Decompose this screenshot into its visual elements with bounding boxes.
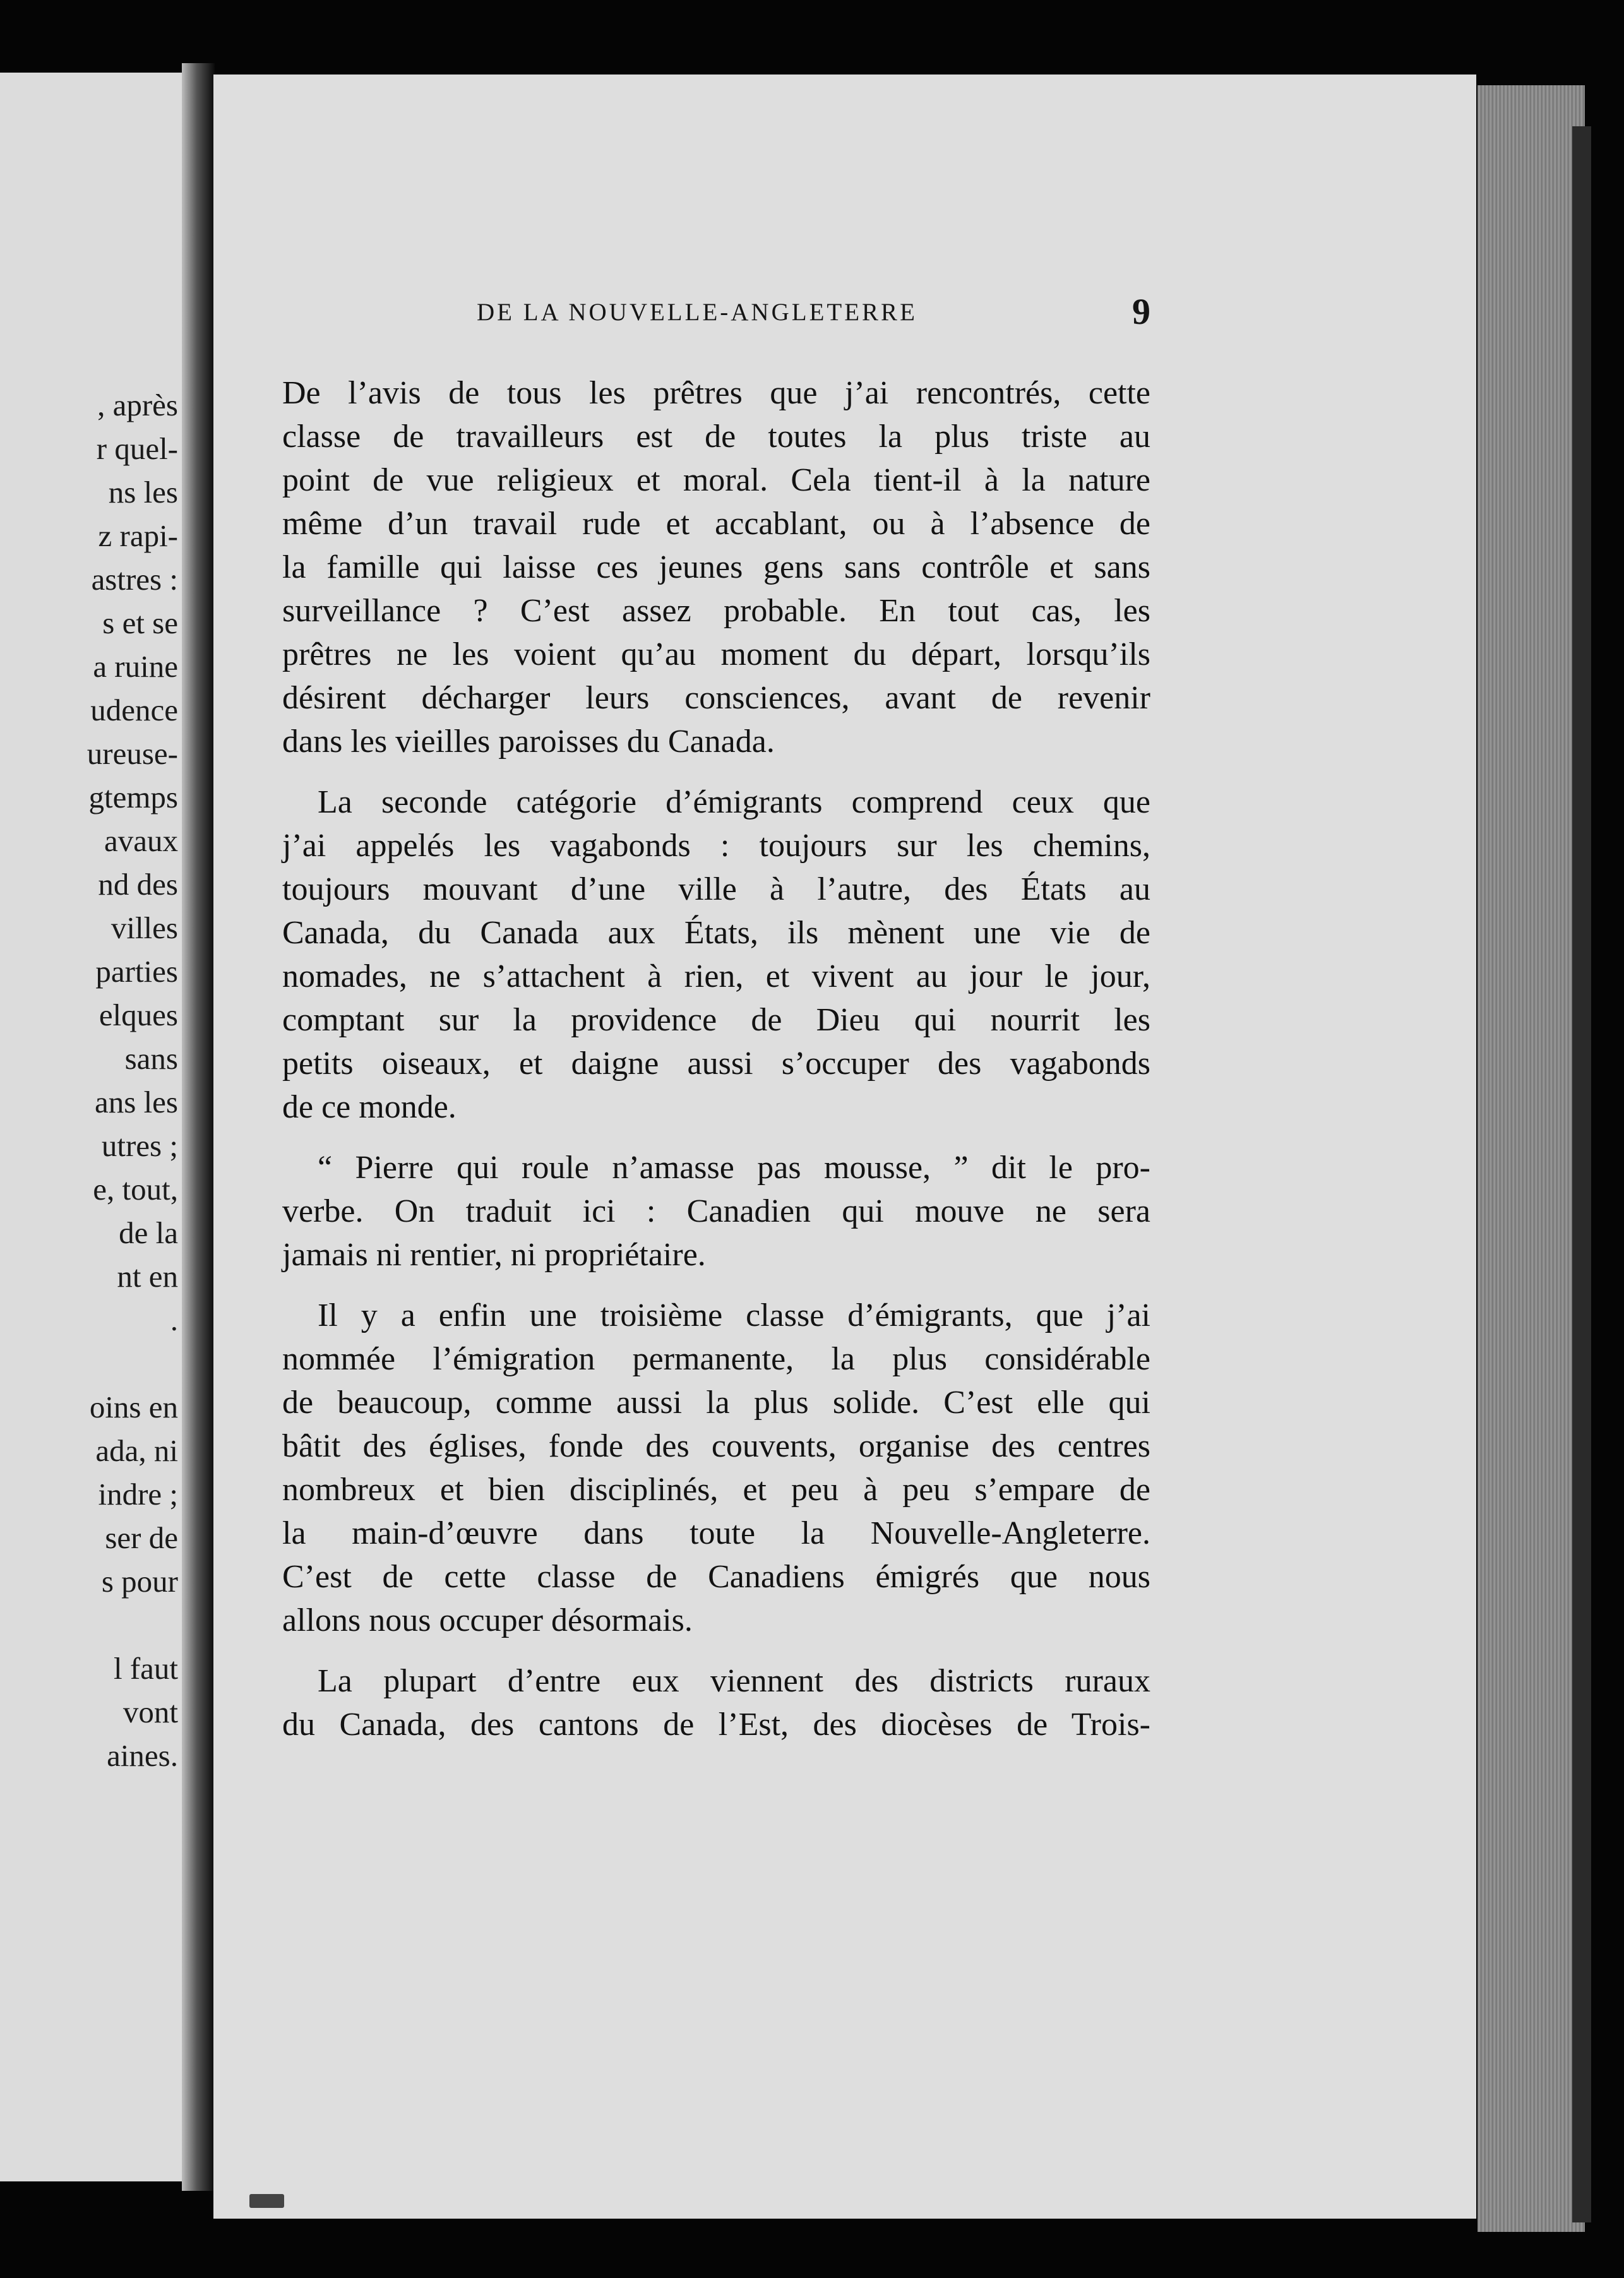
book-gutter (182, 63, 215, 2191)
facing-page-line: s pour (101, 1564, 178, 1599)
text-line: de beaucoup, comme aussi la plus solide. C’est elle qui (282, 1385, 1150, 1421)
text-line: nomades, ne s’attachent à rien, et vivent au jour le jour, (282, 958, 1150, 994)
text-line: verbe. On traduit ici : Canadien qui mouve ne sera (282, 1193, 1150, 1229)
facing-page-line: utres ; (101, 1128, 178, 1163)
facing-page-line: e, tout, (93, 1172, 178, 1207)
text-line: De l’avis de tous les prêtres que j’ai rencontrés, cette (282, 375, 1150, 411)
text-line: C’est de cette classe de Canadiens émigrés que nous (282, 1559, 1150, 1595)
text-line: petits oiseaux, et daigne aussi s’occuper des vagabonds (282, 1046, 1150, 1082)
facing-page-line: udence (90, 693, 178, 727)
text-line: de ce monde. (282, 1089, 457, 1125)
text-line: la famille qui laisse ces jeunes gens sans contrôle et sans (282, 549, 1150, 585)
facing-page-line: astres : (91, 562, 178, 597)
text-line: nommée l’émigration permanente, la plus considérable (282, 1341, 1150, 1377)
paragraph (282, 1294, 1150, 1642)
facing-page-line: indre ; (98, 1477, 178, 1512)
text-line: point de vue religieux et moral. Cela tient-il à la nature (282, 462, 1150, 498)
page-number: 9 (1132, 291, 1150, 332)
facing-page-text (1, 383, 178, 1777)
text-line: “ Pierre qui roule n’amasse pas mousse, ” dit le pro- (318, 1150, 1150, 1186)
facing-page-line: z rapi- (98, 518, 178, 553)
text-line: toujours mouvant d’une ville à l’autre, des États au (282, 871, 1150, 907)
facing-page-line: ada, ni (95, 1433, 178, 1468)
paragraph-gap (282, 1277, 1150, 1294)
text-line: jamais ni rentier, ni propriétaire. (282, 1237, 706, 1273)
facing-page-line: l faut (113, 1651, 178, 1686)
text-line: même d’un travail rude et accablant, ou à l’absence de (282, 506, 1150, 542)
facing-page-line: . (170, 1303, 178, 1337)
text-line: surveillance ? C’est assez probable. En tout cas, les (282, 593, 1150, 629)
facing-page-line: de la (119, 1215, 178, 1250)
facing-page-line (1, 1342, 178, 1385)
text-line: du Canada, des cantons de l’Est, des diocèses de Trois- (282, 1707, 1150, 1743)
paragraph (282, 371, 1150, 763)
facing-page-line: nt en (117, 1259, 178, 1294)
text-line: la main-d’œuvre dans toute la Nouvelle-Angleterre. (282, 1515, 1150, 1551)
text-line: dans les vieilles paroisses du Canada. (282, 724, 775, 760)
paragraph (282, 1146, 1150, 1277)
facing-page-line: , après (97, 388, 178, 422)
text-line: Il y a enfin une troisième classe d’émigrants, que j’ai (318, 1297, 1150, 1333)
book-cover-edge (1572, 126, 1591, 2222)
facing-page-line: gtemps (88, 780, 178, 814)
facing-page-line: ans les (95, 1085, 178, 1119)
facing-page-line: s et se (102, 605, 178, 640)
facing-page-line: villes (110, 910, 178, 945)
text-line: prêtres ne les voient qu’au moment du départ, lorsqu’ils (282, 636, 1150, 672)
page-block-edge (1478, 85, 1585, 2232)
text-line: La seconde catégorie d’émigrants comprend ceux que (318, 784, 1150, 820)
text-line: j’ai appelés les vagabonds : toujours sur les chemins, (282, 828, 1150, 864)
text-line: allons nous occuper désormais. (282, 1602, 693, 1638)
paragraph (282, 780, 1150, 1129)
facing-page-line: oins en (89, 1390, 178, 1424)
facing-page-line: r quel- (96, 431, 178, 466)
facing-page-line (1, 1603, 178, 1647)
facing-page-line: aines. (107, 1738, 178, 1773)
facing-page-line: vont (122, 1695, 178, 1729)
facing-page-line: ureuse- (87, 736, 178, 771)
facing-page-line: avaux (104, 823, 178, 858)
paragraph-gap (282, 763, 1150, 780)
facing-page-line: nd des (98, 867, 178, 902)
text-line: nombreux et bien disciplinés, et peu à peu s’empare de (282, 1472, 1150, 1508)
text-line: désirent décharger leurs consciences, avant de revenir (282, 680, 1150, 716)
facing-page-line: sans (124, 1041, 178, 1076)
facing-page-line: parties (95, 954, 178, 989)
paragraph (282, 1659, 1150, 1746)
facing-page-line: ns les (108, 475, 178, 510)
page-body-text (282, 371, 1150, 1746)
paragraph-gap (282, 1642, 1150, 1659)
text-line: bâtit des églises, fonde des couvents, organise des centres (282, 1428, 1150, 1464)
library-stamp-mark (249, 2194, 284, 2208)
text-line: classe de travailleurs est de toutes la plus triste au (282, 419, 1150, 455)
text-line: comptant sur la providence de Dieu qui nourrit les (282, 1002, 1150, 1038)
facing-page-line: elques (99, 998, 178, 1032)
facing-page-left (0, 73, 182, 2181)
facing-page-line: ser de (105, 1520, 178, 1555)
facing-page-line: a ruine (93, 649, 178, 684)
text-line: Canada, du Canada aux États, ils mènent une vie de (282, 915, 1150, 951)
running-head: DE LA NOUVELLE-ANGLETERRE (477, 299, 917, 326)
text-line: La plupart d’entre eux viennent des districts ruraux (318, 1663, 1150, 1699)
paragraph-gap (282, 1129, 1150, 1146)
